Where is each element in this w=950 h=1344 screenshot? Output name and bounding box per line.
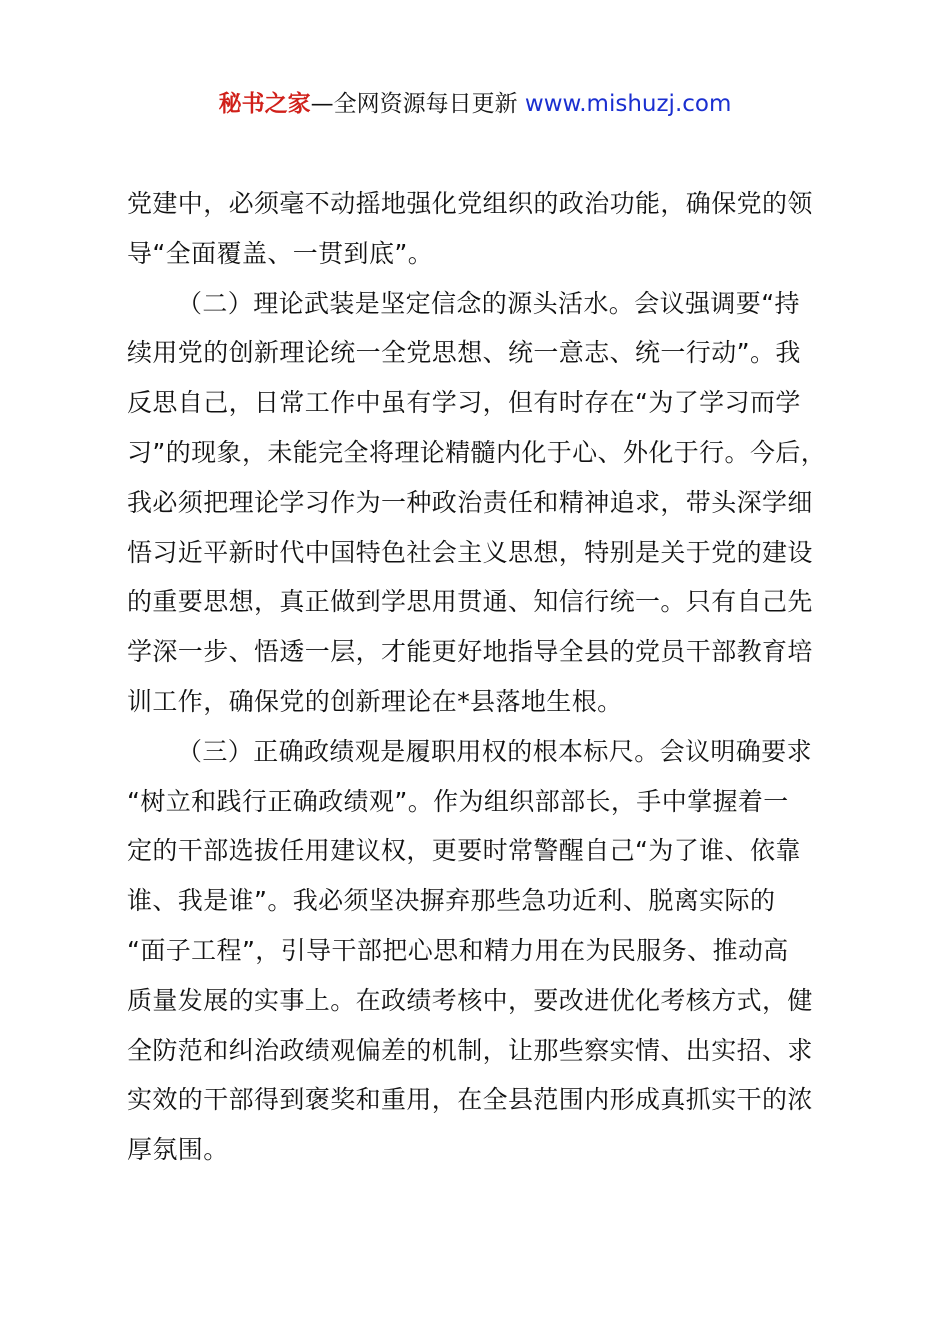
- body-line: “面子工程”，引导干部把心思和精力用在为民服务、推动高: [127, 935, 789, 965]
- body-line: 厚氛围。: [127, 1135, 229, 1165]
- site-header: [0, 86, 950, 122]
- body-line: 学深一步、悟透一层，才能更好地指导全县的党员干部教育培: [127, 637, 813, 667]
- site-url-link[interactable]: www.mishuzj.com: [517, 91, 732, 117]
- body-line: 质量发展的实事上。在政绩考核中，要改进优化考核方式，健: [127, 985, 813, 1015]
- body-line: 定的干部选拔任用建议权，更要时常警醒自己“为了谁、依靠: [127, 836, 801, 866]
- body-line: 习”的现象，未能完全将理论精髓内化于心、外化于行。今后，: [127, 437, 827, 467]
- body-line: 的重要思想，真正做到学思用贯通、知信行统一。只有自己先: [127, 587, 813, 617]
- document-body: [127, 184, 839, 1180]
- body-line: 谁、我是谁”。我必须坚决摒弃那些急功近利、脱离实际的: [127, 886, 776, 916]
- section-heading-line: （二）理论武装是坚定信念的源头活水。会议强调要“持: [177, 288, 800, 318]
- body-line: 导“全面覆盖、一贯到底”。: [127, 238, 434, 268]
- body-line: “树立和践行正确政绩观”。作为组织部部长，手中掌握着一: [127, 786, 789, 816]
- body-line: 续用党的创新理论统一全党思想、统一意志、统一行动”。我: [127, 338, 801, 368]
- body-line: 全防范和纠治政绩观偏差的机制，让那些察实情、出实招、求: [127, 1035, 813, 1065]
- body-line: 悟习近平新时代中国特色社会主义思想，特别是关于党的建设: [127, 537, 813, 567]
- body-line: 反思自己，日常工作中虽有学习，但有时存在“为了学习而学: [127, 388, 801, 418]
- body-line: 实效的干部得到褒奖和重用，在全县范围内形成真抓实干的浓: [127, 1085, 813, 1115]
- body-line: 党建中，必须毫不动摇地强化党组织的政治功能，确保党的领: [127, 189, 813, 218]
- body-line: 训工作，确保党的创新理论在*县落地生根。: [127, 686, 623, 716]
- section-heading-line: （三）正确政绩观是履职用权的根本标尺。会议明确要求: [177, 736, 813, 766]
- body-line: 我必须把理论学习作为一种政治责任和精神追求，带头深学细: [127, 487, 813, 517]
- site-tagline: —全网资源每日更新: [310, 91, 518, 117]
- site-brand: 秘书之家: [218, 91, 311, 117]
